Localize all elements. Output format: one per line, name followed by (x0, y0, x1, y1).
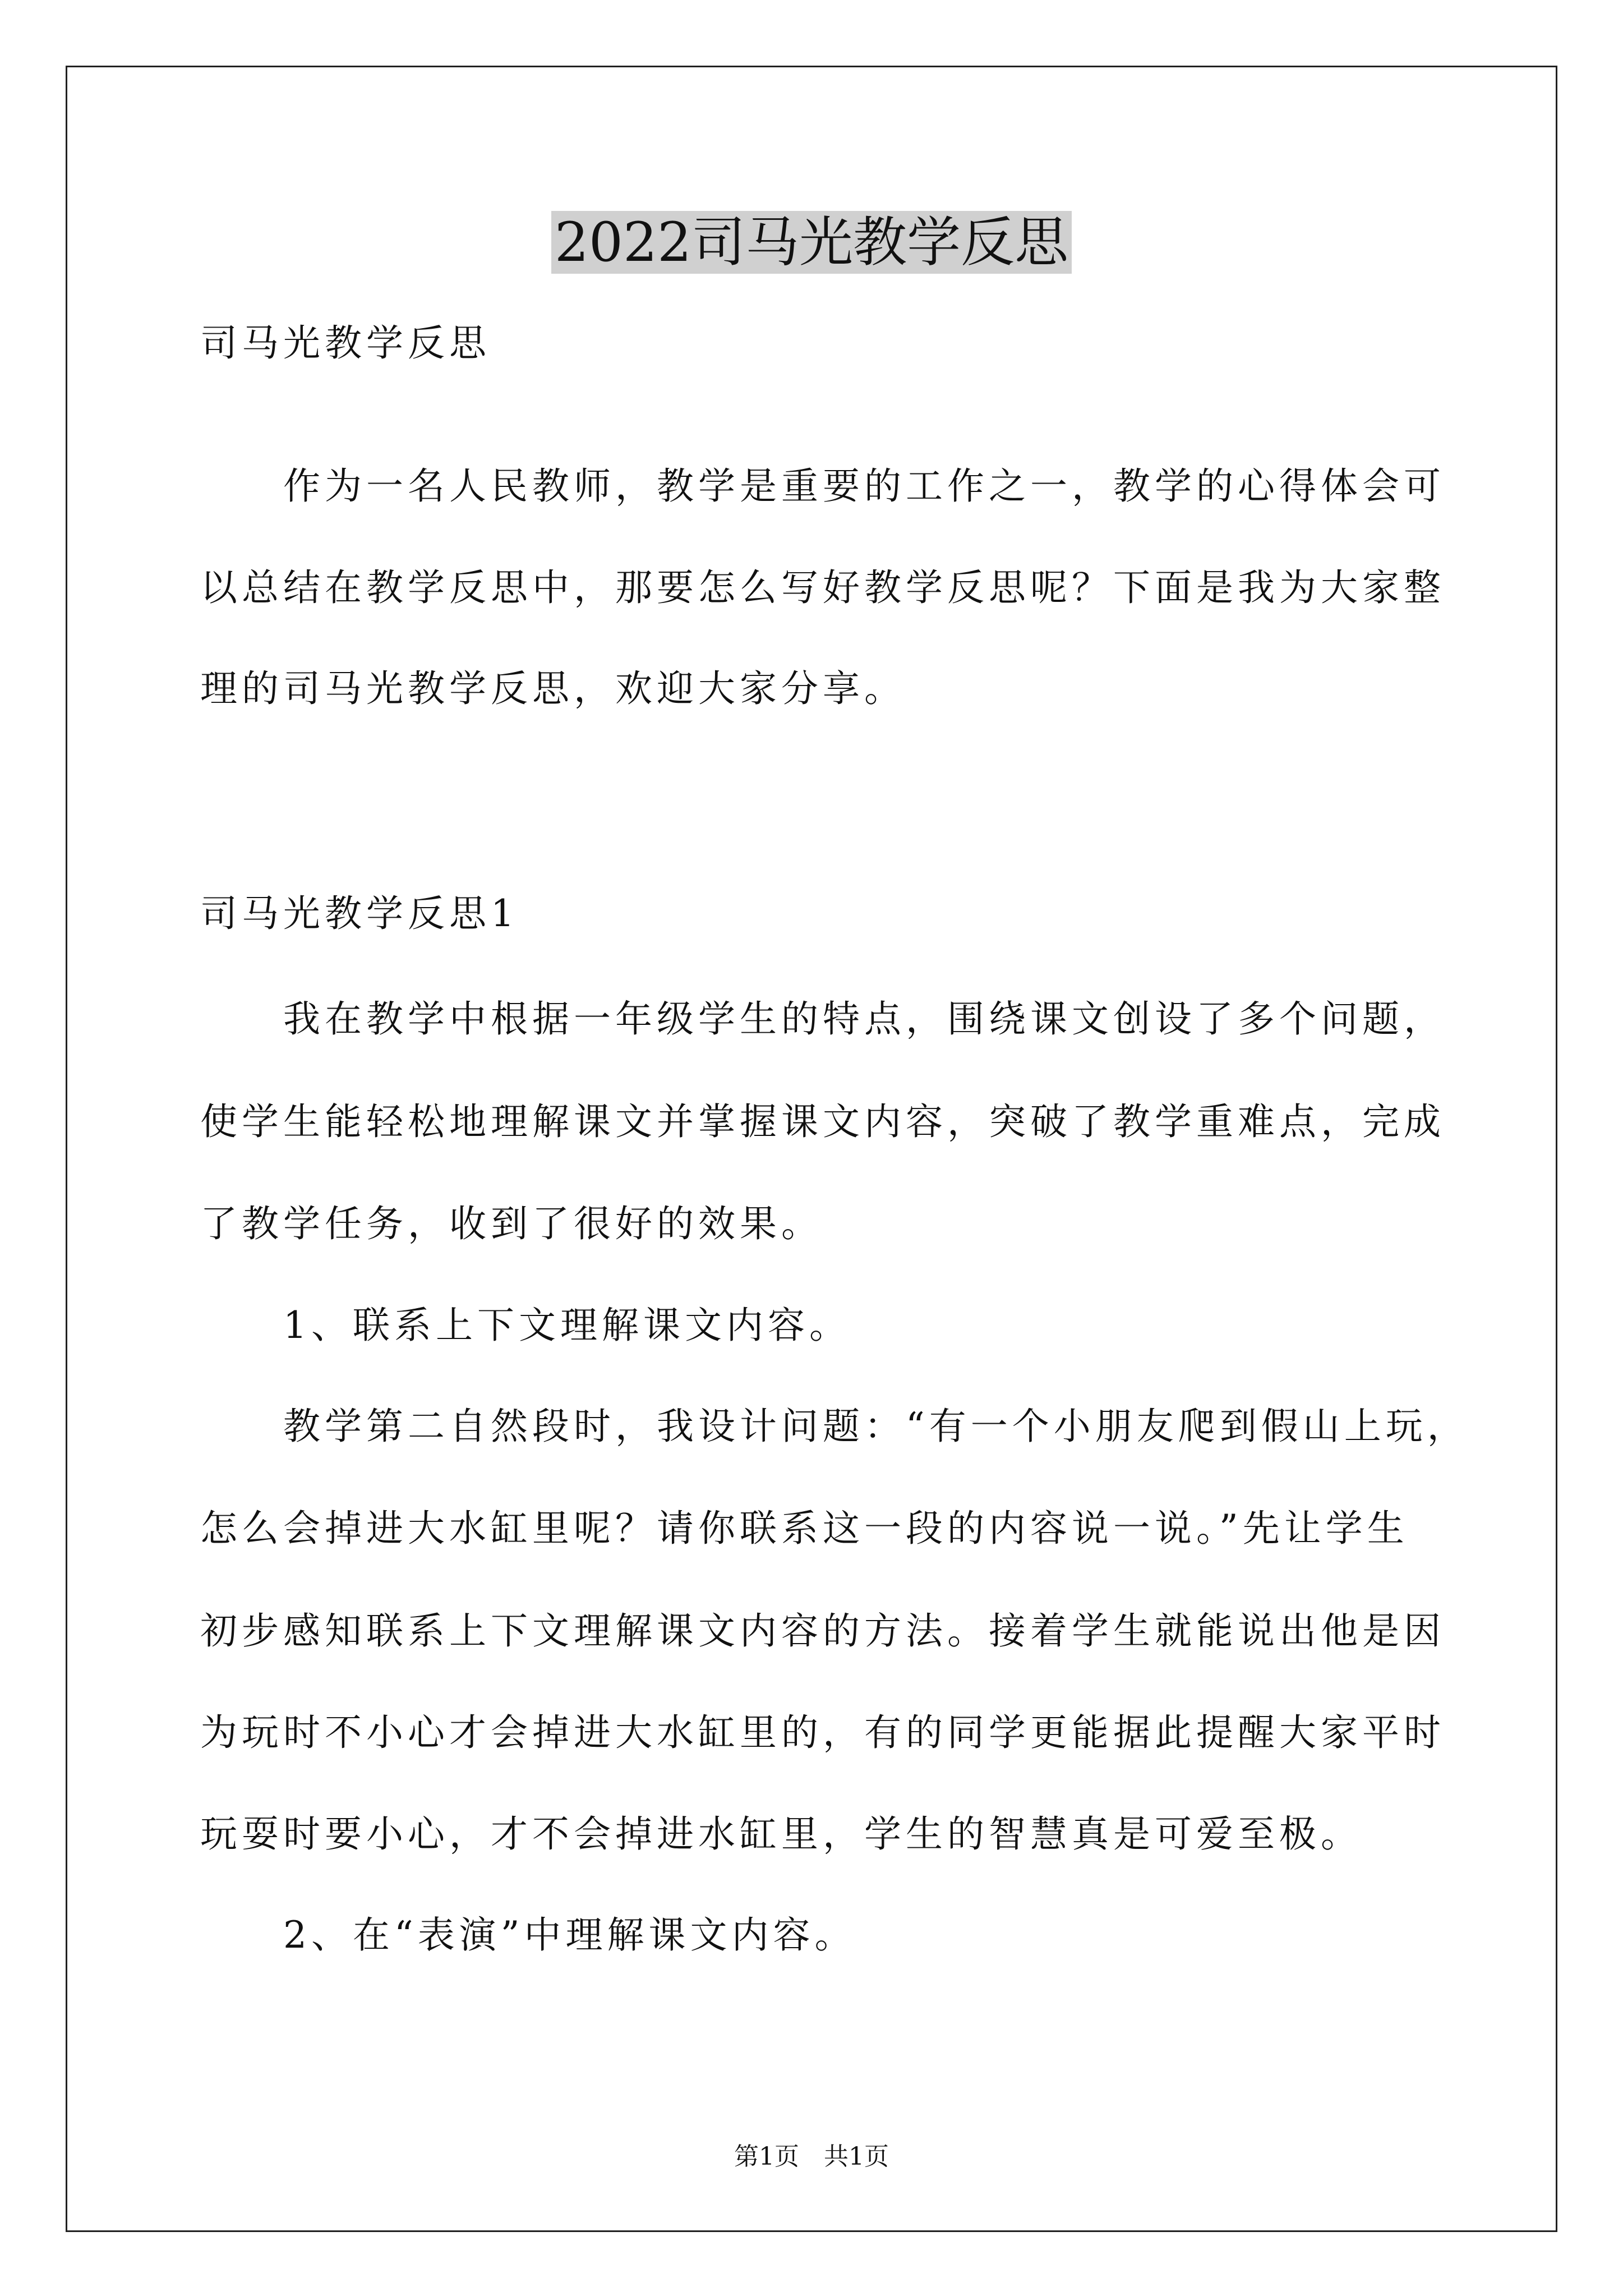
paragraph-line: 理的司马光教学反思，欢迎大家分享。 (200, 667, 906, 710)
paragraph-line: 为玩时不小心才会掉进大水缸里的，有的同学更能据此提醒大家平时 (200, 1711, 1445, 1754)
paragraph-line: 初步感知联系上下文理解课文内容的方法。接着学生就能说出他是因 (200, 1609, 1445, 1653)
document-title (0, 209, 1623, 276)
page-footer: 第1页 共1页 (734, 2142, 889, 2171)
paragraph-line: 了教学任务，收到了很好的效果。 (200, 1202, 823, 1245)
paragraph-line: 怎么会掉进大水缸里呢？请你联系这一段的内容说一说。”先让学生 (200, 1507, 1409, 1550)
title-text: 2022司马光教学反思 (551, 211, 1072, 274)
list-item-heading: 2、在“表演”中理解课文内容。 (200, 1913, 856, 1957)
list-item-heading: 1、联系上下文理解课文内容。 (200, 1304, 851, 1347)
paragraph-line: 以总结在教学反思中，那要怎么写好教学反思呢？下面是我为大家整 (200, 566, 1445, 609)
paragraph-line: 玩耍时要小心，才不会掉进水缸里，学生的智慧真是可爱至极。 (200, 1812, 1362, 1856)
paragraph-line: 使学生能轻松地理解课文并掌握课文内容，突破了教学重难点，完成 (200, 1100, 1445, 1143)
paragraph-line: 我在教学中根据一年级学生的特点，围绕课文创设了多个问题， (200, 997, 1445, 1041)
paragraph-line: 教学第二自然段时，我设计问题：“有一个小朋友爬到假山上玩， (200, 1405, 1469, 1448)
section-heading-1: 司马光教学反思1 (200, 892, 519, 935)
paragraph-line: 作为一名人民教师，教学是重要的工作之一，教学的心得体会可 (200, 464, 1445, 508)
page-border (66, 66, 1557, 2232)
section-heading-intro: 司马光教学反思 (200, 321, 491, 365)
